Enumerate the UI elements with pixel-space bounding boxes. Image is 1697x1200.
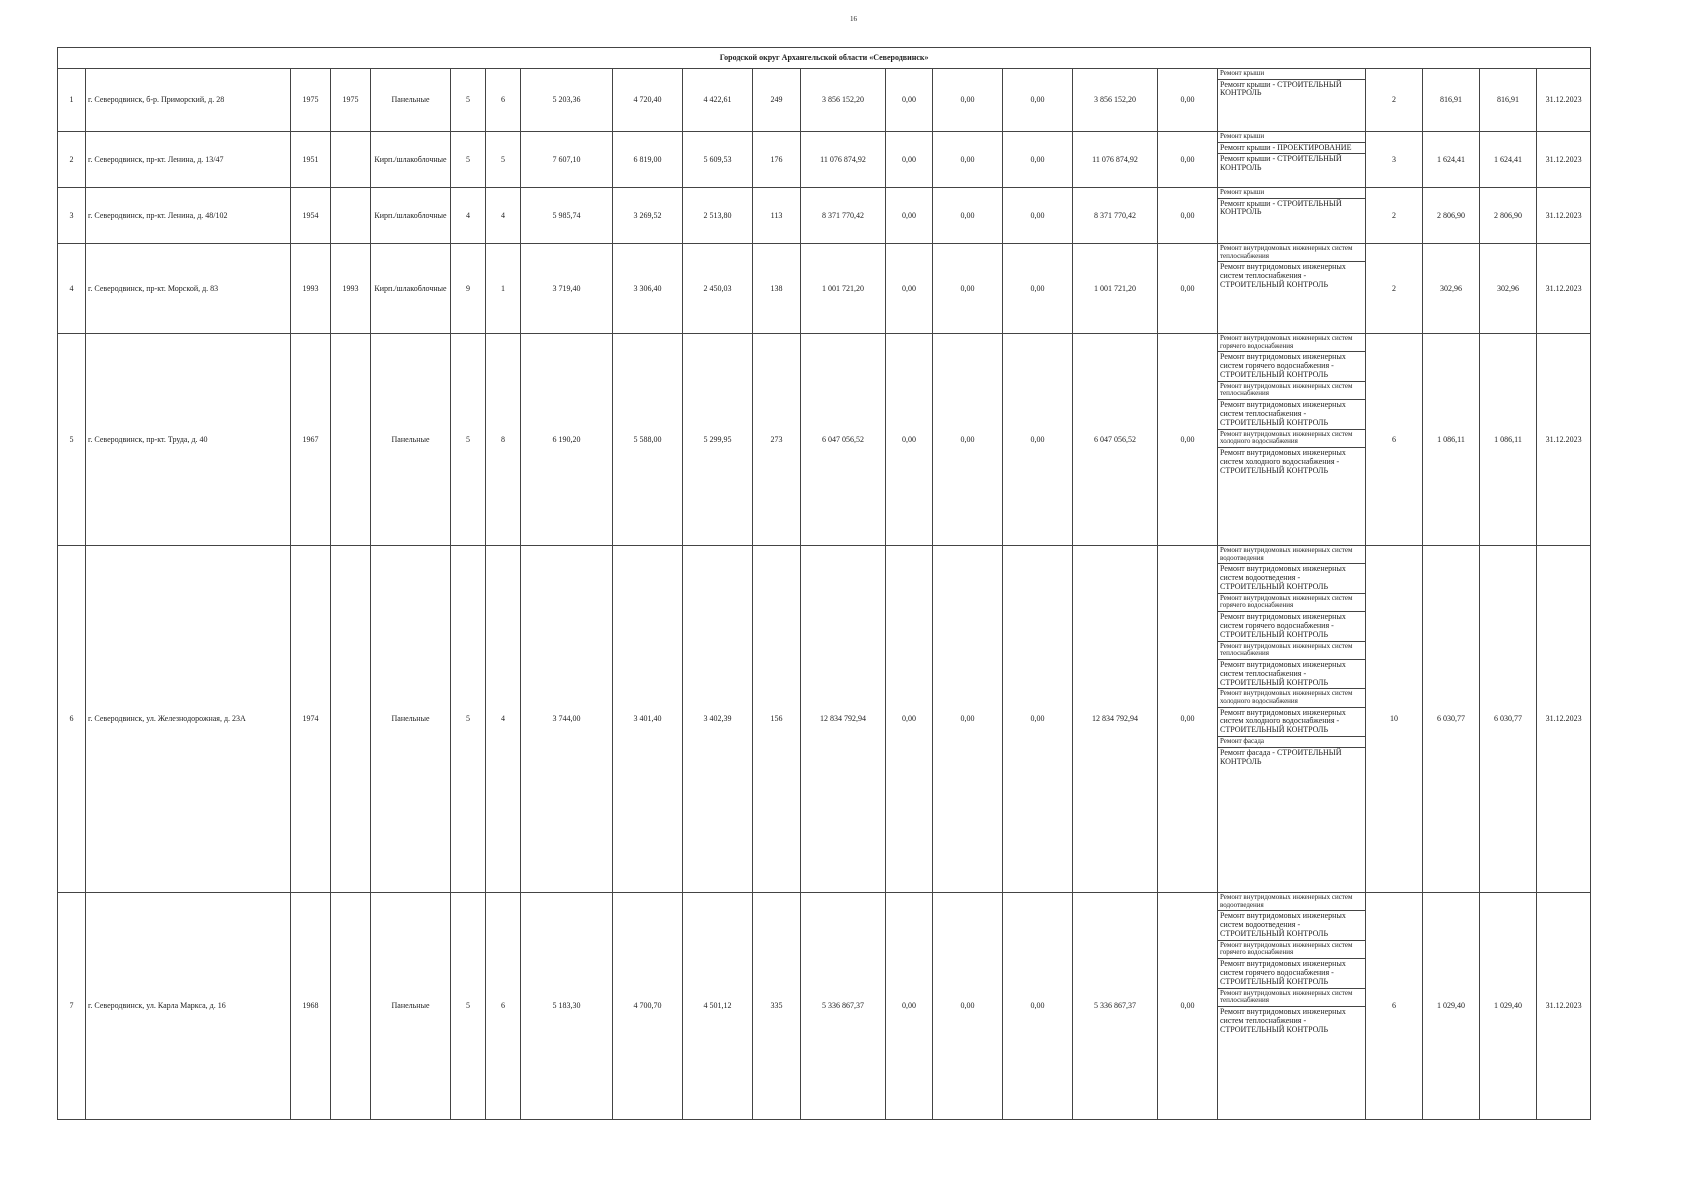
cell-n: 1 [58, 69, 86, 132]
work-item: Ремонт внутридомовых инженерных систем горячего водоснабжения - СТРОИТЕЛЬНЫЙ КОНТРОЛЬ [1218, 612, 1365, 641]
cell-residents: 176 [753, 132, 801, 188]
cell-c3: 0,00 [1003, 334, 1073, 546]
works-list [1218, 244, 1365, 291]
table-row [58, 334, 1591, 546]
cell-unit-cost: 6 030,77 [1423, 546, 1480, 893]
cell-work-count: 3 [1366, 132, 1423, 188]
works-cell [1218, 546, 1366, 893]
cell-floors: 4 [451, 188, 486, 244]
cell-year-reno: 1975 [331, 69, 371, 132]
cell-c2: 0,00 [933, 188, 1003, 244]
table-row [58, 188, 1591, 244]
work-item: Ремонт фасада - СТРОИТЕЛЬНЫЙ КОНТРОЛЬ [1220, 747, 1342, 766]
works-list [1218, 334, 1365, 476]
cell-area-res: 5 588,00 [613, 334, 683, 546]
cell-residents: 138 [753, 244, 801, 334]
work-item: Ремонт фасада [1218, 737, 1365, 748]
cell-c1: 0,00 [886, 893, 933, 1120]
cell-max-cost: 816,91 [1480, 69, 1537, 132]
cell-residents: 156 [753, 546, 801, 893]
work-item: Ремонт внутридомовых инженерных систем теплоснабжения - СТРОИТЕЛЬНЫЙ КОНТРОЛЬ [1220, 1006, 1346, 1034]
cell-max-cost: 1 624,41 [1480, 132, 1537, 188]
cell-c1: 0,00 [886, 69, 933, 132]
cell-c2: 0,00 [933, 69, 1003, 132]
works-list [1218, 546, 1365, 767]
cell-area-total: 6 190,20 [521, 334, 613, 546]
work-item: Ремонт внутридомовых инженерных систем холодного водоснабжения - СТРОИТЕЛЬНЫЙ КОНТРОЛЬ [1220, 447, 1346, 475]
table-row [58, 546, 1591, 893]
cell-c5: 0,00 [1158, 188, 1218, 244]
cell-c5: 0,00 [1158, 546, 1218, 893]
cell-area-res: 3 269,52 [613, 188, 683, 244]
works-list [1218, 132, 1365, 174]
cell-entrances: 4 [486, 546, 521, 893]
cell-entrances: 5 [486, 132, 521, 188]
work-item: Ремонт внутридомовых инженерных систем теплоснабжения [1218, 244, 1365, 262]
cell-c2: 0,00 [933, 893, 1003, 1120]
cell-deadline: 31.12.2023 [1537, 893, 1591, 1120]
cell-c5: 0,00 [1158, 244, 1218, 334]
cell-year-reno [331, 132, 371, 188]
cell-residents: 335 [753, 893, 801, 1120]
cell-walls: Панельные [371, 893, 451, 1120]
works-cell [1218, 244, 1366, 334]
cell-area-total: 7 607,10 [521, 132, 613, 188]
cell-year-built: 1951 [291, 132, 331, 188]
cell-work-count: 2 [1366, 69, 1423, 132]
cell-entrances: 6 [486, 893, 521, 1120]
work-item: Ремонт внутридомовых инженерных систем теплоснабжения - СТРОИТЕЛЬНЫЙ КОНТРОЛЬ [1218, 400, 1365, 429]
cell-c1: 0,00 [886, 188, 933, 244]
cell-n: 2 [58, 132, 86, 188]
page-number: 16 [850, 15, 857, 23]
cell-work-count: 2 [1366, 188, 1423, 244]
works-list [1218, 69, 1365, 99]
cell-cost-total: 1 001 721,20 [801, 244, 886, 334]
work-item: Ремонт внутридомовых инженерных систем холодного водоснабжения [1218, 689, 1365, 707]
cell-c1: 0,00 [886, 334, 933, 546]
cell-unit-cost: 816,91 [1423, 69, 1480, 132]
cell-work-count: 6 [1366, 334, 1423, 546]
cell-cost-total: 6 047 056,52 [801, 334, 886, 546]
cell-entrances: 4 [486, 188, 521, 244]
cell-walls: Панельные [371, 334, 451, 546]
cell-max-cost: 1 029,40 [1480, 893, 1537, 1120]
work-item: Ремонт крыши - СТРОИТЕЛЬНЫЙ КОНТРОЛЬ [1220, 198, 1342, 217]
cell-work-count: 2 [1366, 244, 1423, 334]
cell-area-own: 2 450,03 [683, 244, 753, 334]
cell-c-owners: 5 336 867,37 [1073, 893, 1158, 1120]
work-item: Ремонт внутридомовых инженерных систем теплоснабжения [1218, 382, 1365, 400]
cell-year-reno [331, 893, 371, 1120]
cell-area-own: 2 513,80 [683, 188, 753, 244]
table-row [58, 69, 1591, 132]
works-cell [1218, 69, 1366, 132]
cell-c1: 0,00 [886, 132, 933, 188]
repair-program-table [57, 47, 1591, 1120]
cell-year-built: 1975 [291, 69, 331, 132]
cell-year-built: 1967 [291, 334, 331, 546]
work-item: Ремонт внутридомовых инженерных систем водоотведения [1218, 893, 1365, 911]
cell-address: г. Северодвинск, б-р. Приморский, д. 28 [86, 69, 291, 132]
cell-area-res: 3 401,40 [613, 546, 683, 893]
cell-cost-total: 5 336 867,37 [801, 893, 886, 1120]
cell-c5: 0,00 [1158, 893, 1218, 1120]
cell-address: г. Северодвинск, пр-кт. Морской, д. 83 [86, 244, 291, 334]
works-list [1218, 893, 1365, 1035]
cell-c3: 0,00 [1003, 893, 1073, 1120]
cell-area-own: 4 501,12 [683, 893, 753, 1120]
work-item: Ремонт внутридомовых инженерных систем теплоснабжения - СТРОИТЕЛЬНЫЙ КОНТРОЛЬ [1220, 262, 1346, 289]
cell-walls: Панельные [371, 546, 451, 893]
cell-unit-cost: 1 624,41 [1423, 132, 1480, 188]
cell-address: г. Северодвинск, пр-кт. Ленина, д. 48/102 [86, 188, 291, 244]
work-item: Ремонт внутридомовых инженерных систем горячего водоснабжения - СТРОИТЕЛЬНЫЙ КОНТРОЛЬ [1218, 959, 1365, 988]
work-item: Ремонт крыши - СТРОИТЕЛЬНЫЙ КОНТРОЛЬ [1220, 79, 1342, 98]
cell-max-cost: 2 806,90 [1480, 188, 1537, 244]
cell-c-owners: 11 076 874,92 [1073, 132, 1158, 188]
cell-cost-total: 12 834 792,94 [801, 546, 886, 893]
cell-c2: 0,00 [933, 244, 1003, 334]
work-item: Ремонт внутридомовых инженерных систем теплоснабжения [1218, 989, 1365, 1007]
works-cell [1218, 188, 1366, 244]
work-item: Ремонт внутридомовых инженерных систем теплоснабжения - СТРОИТЕЛЬНЫЙ КОНТРОЛЬ [1218, 660, 1365, 689]
cell-deadline: 31.12.2023 [1537, 546, 1591, 893]
cell-c2: 0,00 [933, 334, 1003, 546]
cell-c3: 0,00 [1003, 69, 1073, 132]
cell-residents: 113 [753, 188, 801, 244]
cell-c2: 0,00 [933, 546, 1003, 893]
cell-address: г. Северодвинск, пр-кт. Ленина, д. 13/47 [86, 132, 291, 188]
cell-walls: Кирп./шлакоблочные [371, 244, 451, 334]
cell-area-res: 4 720,40 [613, 69, 683, 132]
cell-year-built: 1968 [291, 893, 331, 1120]
cell-address: г. Северодвинск, ул. Карла Маркса, д. 16 [86, 893, 291, 1120]
work-item: Ремонт крыши [1218, 188, 1365, 199]
cell-floors: 5 [451, 546, 486, 893]
cell-walls: Кирп./шлакоблочные [371, 132, 451, 188]
work-item: Ремонт внутридомовых инженерных систем горячего водоснабжения - СТРОИТЕЛЬНЫЙ КОНТРОЛЬ [1218, 352, 1365, 381]
cell-cost-total: 3 856 152,20 [801, 69, 886, 132]
cell-max-cost: 302,96 [1480, 244, 1537, 334]
cell-floors: 5 [451, 69, 486, 132]
cell-c-owners: 8 371 770,42 [1073, 188, 1158, 244]
work-item: Ремонт внутридомовых инженерных систем горячего водоснабжения [1218, 334, 1365, 352]
cell-area-own: 3 402,39 [683, 546, 753, 893]
cell-residents: 273 [753, 334, 801, 546]
cell-area-total: 3 744,00 [521, 546, 613, 893]
cell-entrances: 1 [486, 244, 521, 334]
cell-deadline: 31.12.2023 [1537, 188, 1591, 244]
cell-floors: 5 [451, 132, 486, 188]
work-item: Ремонт внутридомовых инженерных систем горячего водоснабжения [1218, 941, 1365, 959]
cell-address: г. Северодвинск, пр-кт. Труда, д. 40 [86, 334, 291, 546]
cell-max-cost: 6 030,77 [1480, 546, 1537, 893]
work-item: Ремонт крыши - ПРОЕКТИРОВАНИЕ [1218, 143, 1365, 155]
cell-area-total: 3 719,40 [521, 244, 613, 334]
cell-floors: 5 [451, 893, 486, 1120]
cell-area-total: 5 183,30 [521, 893, 613, 1120]
cell-entrances: 6 [486, 69, 521, 132]
work-item: Ремонт внутридомовых инженерных систем водоотведения [1218, 546, 1365, 564]
table-row [58, 244, 1591, 334]
cell-cost-total: 11 076 874,92 [801, 132, 886, 188]
work-item: Ремонт крыши [1218, 69, 1365, 80]
cell-n: 6 [58, 546, 86, 893]
cell-c3: 0,00 [1003, 244, 1073, 334]
cell-c-owners: 12 834 792,94 [1073, 546, 1158, 893]
cell-n: 5 [58, 334, 86, 546]
table-row [58, 893, 1591, 1120]
cell-c3: 0,00 [1003, 546, 1073, 893]
cell-n: 3 [58, 188, 86, 244]
cell-address: г. Северодвинск, ул. Железнодорожная, д. 23А [86, 546, 291, 893]
cell-residents: 249 [753, 69, 801, 132]
cell-area-own: 4 422,61 [683, 69, 753, 132]
cell-unit-cost: 302,96 [1423, 244, 1480, 334]
cell-max-cost: 1 086,11 [1480, 334, 1537, 546]
cell-entrances: 8 [486, 334, 521, 546]
works-cell [1218, 893, 1366, 1120]
cell-unit-cost: 2 806,90 [1423, 188, 1480, 244]
cell-floors: 5 [451, 334, 486, 546]
cell-year-reno [331, 334, 371, 546]
cell-n: 7 [58, 893, 86, 1120]
cell-year-built: 1974 [291, 546, 331, 893]
table-row [58, 132, 1591, 188]
cell-c-owners: 3 856 152,20 [1073, 69, 1158, 132]
cell-area-own: 5 609,53 [683, 132, 753, 188]
cell-c1: 0,00 [886, 244, 933, 334]
cell-floors: 9 [451, 244, 486, 334]
cell-deadline: 31.12.2023 [1537, 334, 1591, 546]
cell-deadline: 31.12.2023 [1537, 132, 1591, 188]
cell-c-owners: 6 047 056,52 [1073, 334, 1158, 546]
work-item: Ремонт внутридомовых инженерных систем холодного водоснабжения - СТРОИТЕЛЬНЫЙ КОНТРОЛЬ [1218, 708, 1365, 737]
cell-walls: Панельные [371, 69, 451, 132]
cell-walls: Кирп./шлакоблочные [371, 188, 451, 244]
cell-deadline: 31.12.2023 [1537, 244, 1591, 334]
section-title: Городской округ Архангельской области «Северодвинск» [58, 48, 1591, 69]
cell-year-built: 1993 [291, 244, 331, 334]
work-item: Ремонт внутридомовых инженерных систем теплоснабжения [1218, 642, 1365, 660]
cell-area-own: 5 299,95 [683, 334, 753, 546]
cell-work-count: 10 [1366, 546, 1423, 893]
cell-c1: 0,00 [886, 546, 933, 893]
cell-deadline: 31.12.2023 [1537, 69, 1591, 132]
work-item: Ремонт внутридомовых инженерных систем горячего водоснабжения [1218, 594, 1365, 612]
work-item: Ремонт крыши - СТРОИТЕЛЬНЫЙ КОНТРОЛЬ [1220, 154, 1342, 173]
cell-c2: 0,00 [933, 132, 1003, 188]
works-cell [1218, 334, 1366, 546]
cell-c-owners: 1 001 721,20 [1073, 244, 1158, 334]
work-item: Ремонт внутридомовых инженерных систем водоотведения - СТРОИТЕЛЬНЫЙ КОНТРОЛЬ [1218, 564, 1365, 593]
work-item: Ремонт крыши [1218, 132, 1365, 143]
cell-unit-cost: 1 029,40 [1423, 893, 1480, 1120]
work-item: Ремонт внутридомовых инженерных систем водоотведения - СТРОИТЕЛЬНЫЙ КОНТРОЛЬ [1218, 911, 1365, 940]
cell-work-count: 6 [1366, 893, 1423, 1120]
works-list [1218, 188, 1365, 218]
works-cell [1218, 132, 1366, 188]
cell-year-reno [331, 546, 371, 893]
cell-year-built: 1954 [291, 188, 331, 244]
cell-cost-total: 8 371 770,42 [801, 188, 886, 244]
cell-area-res: 4 700,70 [613, 893, 683, 1120]
work-item: Ремонт внутридомовых инженерных систем холодного водоснабжения [1218, 430, 1365, 448]
cell-c3: 0,00 [1003, 188, 1073, 244]
cell-unit-cost: 1 086,11 [1423, 334, 1480, 546]
cell-area-res: 3 306,40 [613, 244, 683, 334]
cell-area-res: 6 819,00 [613, 132, 683, 188]
cell-c5: 0,00 [1158, 334, 1218, 546]
cell-area-total: 5 985,74 [521, 188, 613, 244]
cell-c5: 0,00 [1158, 132, 1218, 188]
cell-n: 4 [58, 244, 86, 334]
cell-year-reno: 1993 [331, 244, 371, 334]
cell-area-total: 5 203,36 [521, 69, 613, 132]
cell-c5: 0,00 [1158, 69, 1218, 132]
cell-c3: 0,00 [1003, 132, 1073, 188]
cell-year-reno [331, 188, 371, 244]
